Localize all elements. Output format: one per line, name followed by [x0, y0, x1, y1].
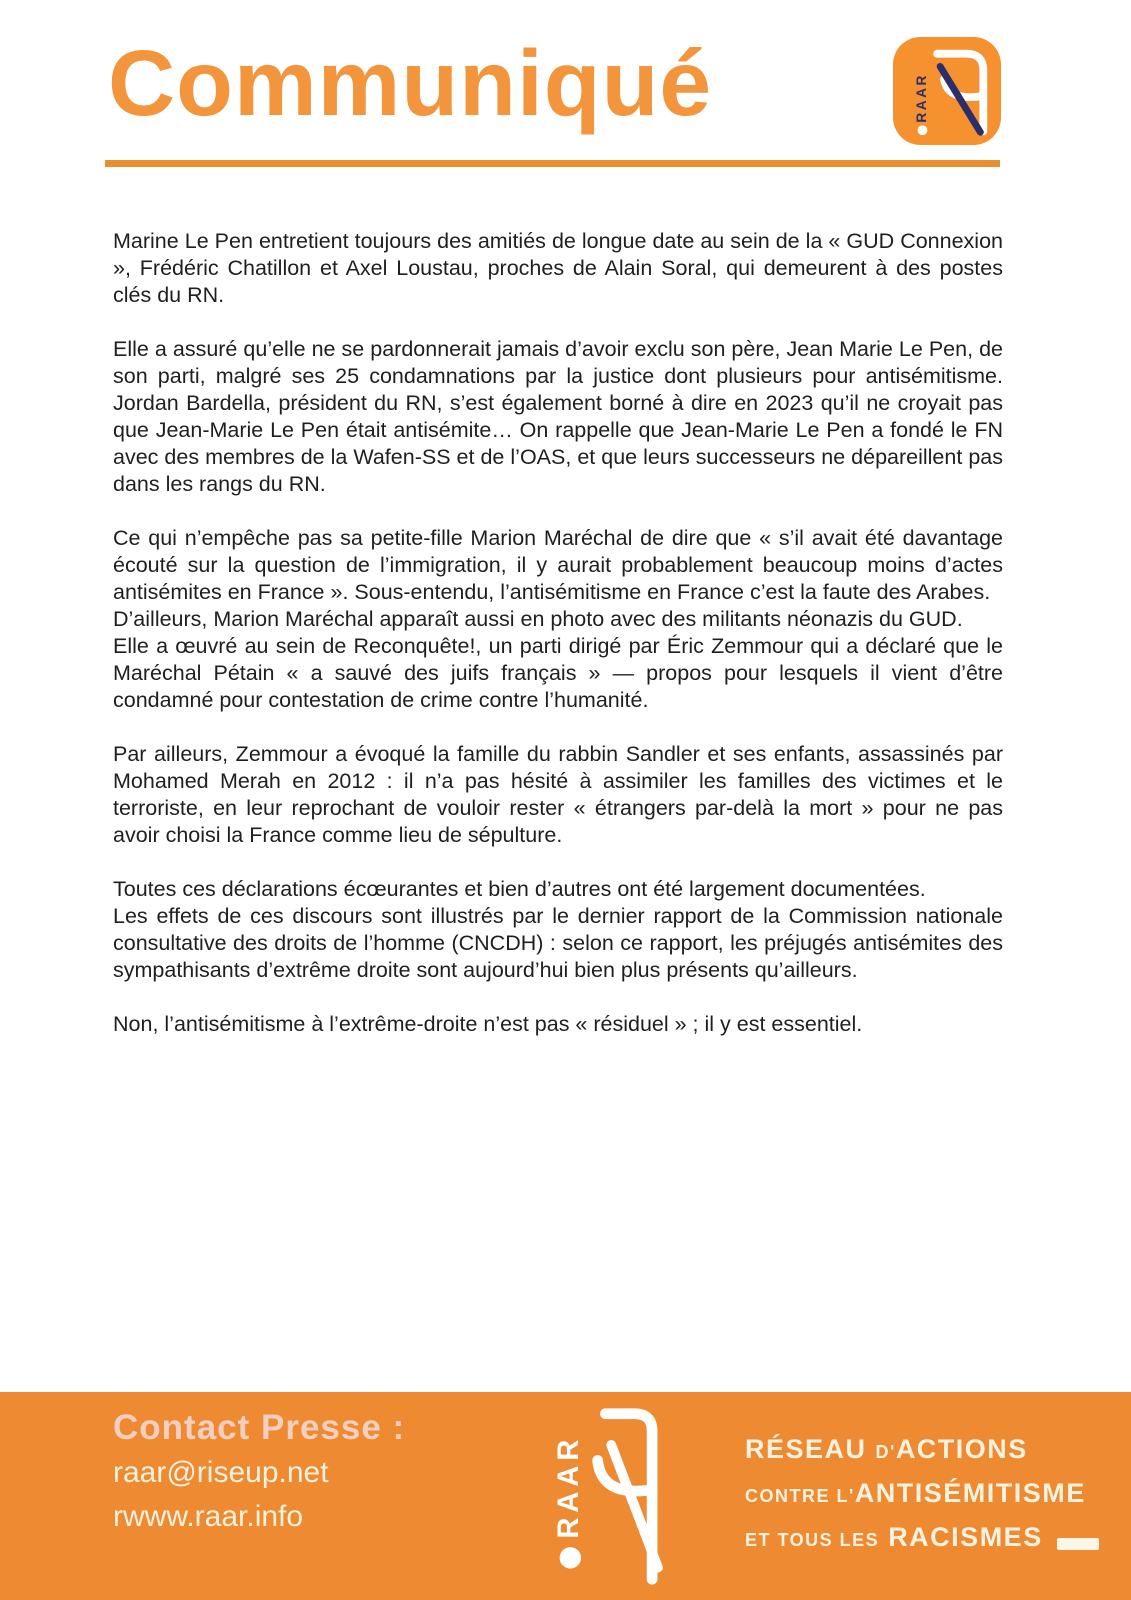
paragraph: Elle a œuvré au sein de Reconquête!, un parti dirigé par Éric Zemmour qui a déclaré que le Maréchal Pétain « a sauvé des juifs français » — propos pour lesquels il vient d’être condamné pour contestation de crime contre l’humanité. [113, 634, 1003, 712]
contact-presse-heading: Contact Presse : [113, 1408, 406, 1447]
logo-raar-letters: RAAR [553, 1434, 586, 1539]
tagline-antisemitisme: ANTISÉMITISME [854, 1478, 1086, 1508]
page-title: Communiqué [108, 31, 713, 135]
raar-footer-logo-icon [545, 1404, 695, 1589]
header-divider [105, 160, 1000, 167]
contact-website: rwww.raar.info [113, 1500, 304, 1533]
contact-email: raar@riseup.net [113, 1456, 329, 1489]
paragraph: Ce qui n’empêche pas sa petite-fille Marion Maréchal de dire que « s’il avait été davantage écouté sur la question de l’immigration, il y aurait probablement beaucoup moins d’actes antisémites en France ». Sous-entendu, l’antisémitisme en France c’est la faute des Arabes. [113, 526, 1003, 604]
paragraph: Marine Le Pen entretient toujours des amitiés de longue date au sein de la « GUD Connexion », Frédéric Chatillon et Axel Loustau, proches de Alain Soral, qui demeurent à des postes clés du RN. [113, 229, 1003, 307]
paragraph-block [113, 525, 1003, 714]
tagline-d: D' [875, 1442, 896, 1462]
body-content [113, 228, 1003, 1065]
paragraph: Elle a assuré qu’elle ne se pardonnerait jamais d’avoir exclu son père, Jean Marie Le Pen, de son parti, malgré ses 25 condamnations par la justice dont plusieurs pour antisémitisme. Jordan Bardella, président du RN, s’est également borné à dire en 2023 qu’il ne croyait pas que Jean-Marie Le Pen était antisémite… On rappelle que Jean-Marie Le Pen a fondé le FN avec des membres de la Wafen-SS et de l’OAS, et que leurs successeurs ne dépareillent pas dans les rangs du RN. [113, 337, 1003, 496]
org-tagline [745, 1434, 1099, 1566]
raar-logo-icon [893, 37, 1001, 145]
logo-dot [560, 1547, 581, 1568]
tagline-line-3 [745, 1522, 1099, 1566]
tagline-contre-l: CONTRE L' [745, 1486, 855, 1506]
paragraph: Par ailleurs, Zemmour a évoqué la famille du rabbin Sandler et ses enfants, assassinés par Mohamed Merah en 2012 : il n’a pas hésité à assimiler les familles des victimes et le terroriste, en leur reprochant de vouloir rester « étrangers par-delà la mort » pour ne pas avoir choisi la France comme lieu de sépulture. [113, 742, 1003, 847]
logo-dot [918, 125, 928, 135]
tagline-reseau: RÉSEAU [745, 1434, 867, 1464]
paragraph-block [113, 876, 1003, 984]
tagline-dash-icon [1057, 1538, 1099, 1550]
paragraph-block [113, 336, 1003, 498]
tagline-line-1 [745, 1434, 1099, 1478]
paragraph: Non, l’antisémitisme à l’extrême-droite n’est pas « résiduel » ; il y est essentiel. [113, 1012, 863, 1036]
paragraph-block [113, 741, 1003, 849]
paragraph: Toutes ces déclarations écœurantes et bien d’autres ont été largement documentées. [113, 877, 926, 901]
tagline-line-2 [745, 1478, 1099, 1522]
paragraph-block [113, 1011, 1003, 1038]
tagline-et-tous-les: ET TOUS LES [745, 1530, 880, 1550]
tagline-actions: ACTIONS [895, 1434, 1028, 1464]
paragraph: D’ailleurs, Marion Maréchal apparaît aussi en photo avec des militants néonazis du GUD. [113, 607, 963, 631]
paragraph: Les effets de ces discours sont illustrés par le dernier rapport de la Commission nationale consultative des droits de l’homme (CNCDH) : selon ce rapport, les préjugés antisémites des sympathisants d’extrême droite sont aujourd’hui bien plus présents qu’ailleurs. [113, 904, 1003, 982]
paragraph-block [113, 228, 1003, 309]
tagline-racismes: RACISMES [888, 1522, 1043, 1552]
footer-band [0, 1392, 1131, 1600]
logo-raar-letters: RAAR [914, 73, 930, 123]
